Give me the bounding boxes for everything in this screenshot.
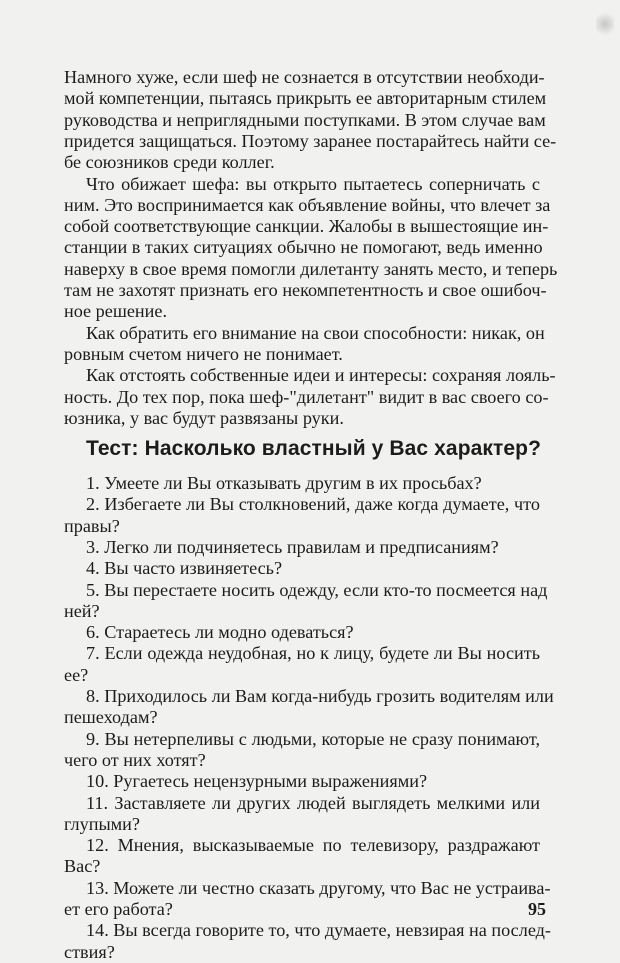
page-number: 95 xyxy=(528,899,546,919)
question-line: чего от них хотят? xyxy=(64,750,206,770)
question-line: глупыми? xyxy=(64,814,140,834)
question-line: 3. Легко ли подчиняетесь правилам и предписаниям? xyxy=(86,537,499,557)
question-line: ней? xyxy=(64,601,100,621)
body-text-line: собой соответствующие санкции. Жалобы в вышестоящие ин- xyxy=(64,216,549,236)
question-line: 9. Вы нетерпеливы с людьми, которые не сразу понимают, xyxy=(86,729,540,749)
question-line: 12. Мнения, высказываемые по телевизору, раздражают xyxy=(86,835,540,855)
question-line: правы? xyxy=(64,516,120,536)
body-text-line: станции в таких ситуациях обычно не помогают, ведь именно xyxy=(64,237,543,257)
question-line: 7. Если одежда неудобная, но к лицу, будете ли Вы носить xyxy=(86,643,540,663)
scan-smudge xyxy=(596,10,614,38)
body-text-line: мой компетенции, пытаясь прикрыть ее авторитарным стилем xyxy=(64,88,547,108)
question-line: 4. Вы часто извиняетесь? xyxy=(86,558,283,578)
body-text-line: Как отстоять собственные идеи и интересы: сохраняя лояль- xyxy=(86,365,556,385)
question-line: 1. Умеете ли Вы отказывать другим в их просьбах? xyxy=(86,473,482,493)
question-line: ее? xyxy=(64,665,89,685)
question-line: 5. Вы перестаете носить одежду, если кто-то посмеется над xyxy=(86,580,548,600)
question-line: 13. Можете ли честно сказать другому, что Вас не устраива- xyxy=(86,878,551,898)
body-text-line: там не захотят признать его некомпетентность и свое ошибоч- xyxy=(64,280,547,300)
question-line: 10. Ругаетесь нецензурными выражениями? xyxy=(86,771,428,791)
question-line: пешеходам? xyxy=(64,707,158,727)
body-text-line: ним. Это воспринимается как объявление войны, что влечет за xyxy=(64,195,551,215)
body-text-line: ность. До тех пор, пока шеф-"дилетант" видит в вас своего со- xyxy=(64,387,549,407)
question-line: 14. Вы всегда говорите то, что думаете, невзирая на послед- xyxy=(86,920,551,940)
question-line: 8. Приходилось ли Вам когда-нибудь грозить водителям или xyxy=(86,686,554,706)
body-text-line: ное решение. xyxy=(64,301,167,321)
question-line: Вас? xyxy=(64,856,101,876)
body-text-line: наверху в свое время помогли дилетанту занять место, и теперь xyxy=(64,259,558,279)
body-text-line: бе союзников среди коллег. xyxy=(64,152,275,172)
body-text-line: руководства и неприглядными поступками. В этом случае вам xyxy=(64,110,546,130)
body-text-line: придется защищаться. Поэтому заранее постарайтесь найти се- xyxy=(64,131,557,151)
body-text-line: Как обратить его внимание на свои способности: никак, он xyxy=(86,323,545,343)
question-line: 11. Заставляете ли других людей выглядеть мелкими или xyxy=(86,793,540,813)
body-text-line: юзника, у вас будут развязаны руки. xyxy=(64,408,344,428)
question-line: 6. Стараетесь ли модно одеваться? xyxy=(86,622,354,642)
body-text-line: ровным счетом ничего не понимает. xyxy=(64,344,343,364)
test-title: Тест: Насколько властный у Вас характер? xyxy=(86,437,542,461)
question-line: ствия? xyxy=(64,942,115,962)
question-line: ет его работа? xyxy=(64,899,173,919)
body-text-line: Намного хуже, если шеф не сознается в отсутствии необходи- xyxy=(64,67,545,87)
question-line: 2. Избегаете ли Вы столкновений, даже когда думаете, что xyxy=(86,494,540,514)
body-text-line: Что обижает шефа: вы открыто пытаетесь соперничать с xyxy=(86,174,540,194)
